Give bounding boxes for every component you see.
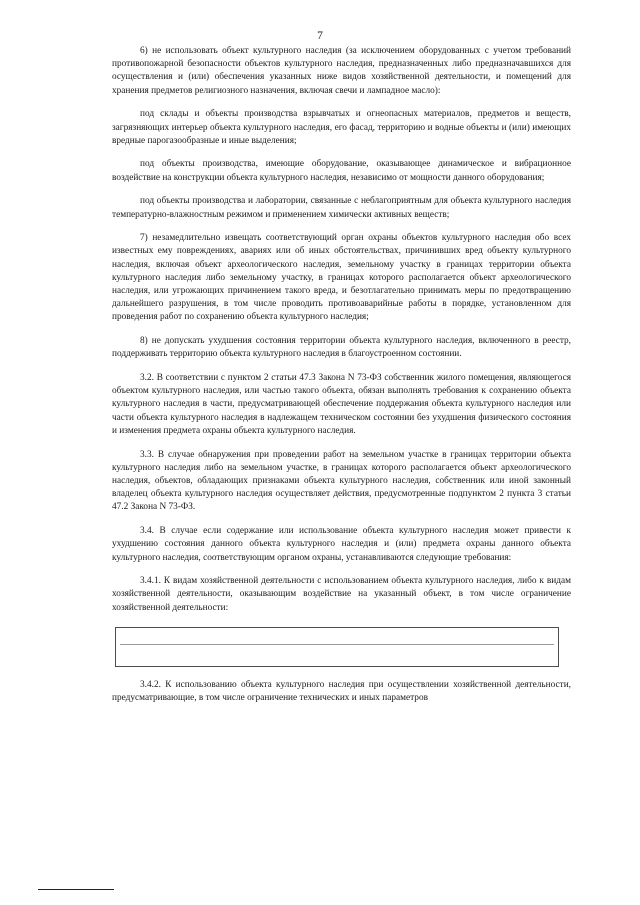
paragraph-3-4: 3.4. В случае если содержание или использование объекта культурного наследия может привести к ухудшению состояния данного объекта культурного наследия и (или) предмета охраны данного объекта культурного наследия, соответствующим органом охраны, устанавливаются следующие требования: [112, 526, 571, 563]
paragraph-item-6: 6) не использовать объект культурного наследия (за исключением оборудованных с учетом требований противопожарной безопасности объектов культурного наследия, предназначенных либо предназначавшихся для осуществления и (или) обеспечения указанных ниже видов хозяйственной деятельности, и помещений для хранения предметов религиозного назначения, включая свечи и лампадное масло): [112, 46, 571, 96]
fill-in-box[interactable] [115, 627, 559, 667]
paragraph-item-8: 8) не допускать ухудшения состояния территории объекта культурного наследия, включенного в реестр, поддерживать территорию объекта культурного наследия в благоустроенном состоянии. [112, 336, 571, 360]
page-number: 7 [317, 30, 323, 42]
paragraph-item-7: 7) незамедлительно извещать соответствующий орган охраны объектов культурного наследия обо всех известных ему повреждениях, авариях или об иных обстоятельствах, причинивших вред объекту культурного наследия, включая объект археологического наследия, земельному участку в границах территории объекта культурного наследия либо земельному участку, в границах которого располагается объект археологического наследия, или угрожающих причинением такого вреда, и безотлагательно принимать меры по предотвращению дальнейшего разрушения, в том числе проводить противоаварийные работы в порядке, установленном для проведения работ по сохранению объекта культурного наследия; [112, 233, 571, 323]
paragraph-3-4-2: 3.4.2. К использованию объекта культурного наследия при осуществлении хозяйственной деятельности, предусматривающие, в том числе ограничение технических и иных параметров [112, 679, 571, 704]
paragraph-production-labs: под объекты производства и лаборатории, связанные с неблагоприятным для объекта культурного наследия температурно-влажностным режимом и применением химически активных веществ; [112, 196, 571, 220]
paragraph-3-3: 3.3. В случае обнаружения при проведении работ на земельном участке в границах территории объекта культурного наследия либо на земельном участке, в границах которого располагается объект археологического наследия, объектов, обладающих признаками объекта культурного наследия, собственник или иной законный владелец объекта культурного наследия осуществляет действия, предусмотренные подпунктом 2 пункта 3 статьи 47.2 Закона N 73-ФЗ. [112, 449, 571, 513]
document-body [112, 45, 571, 716]
paragraph-3-2: 3.2. В соответствии с пунктом 2 статьи 47.3 Закона N 73-ФЗ собственник жилого помещения, являющегося объектом культурного наследия, или частью такого объекта, обязан выполнять требования к сохранению объекта культурного наследия в части, предусматривающей обеспечение поддержания объекта культурного наследия или части объекта культурного наследия в надлежащем техническом состоянии без ухудшения физического состояния и изменения предмета охраны объекта культурного наследия. [112, 373, 571, 436]
paragraph-warehouses: под склады и объекты производства взрывчатых и огнеопасных материалов, предметов и веществ, загрязняющих интерьер объекта культурного наследия, его фасад, территорию и водные объекты и (или) имеющих вредные парогазообразные и иные выделения; [112, 109, 571, 146]
paragraph-production-dynamic: под объекты производства, имеющие оборудование, оказывающее динамическое и вибрационное воздействие на конструкции объекта культурного наследия, независимо от мощности данного оборудования; [112, 159, 571, 183]
fill-in-line [120, 644, 554, 645]
paragraph-3-4-1: 3.4.1. К видам хозяйственной деятельности с использованием объекта культурного наследия, либо к видам хозяйственной деятельности, оказывающим воздействие на указанный объект, в том числе ограничение хозяйственной деятельности: [112, 576, 571, 613]
footnote-separator [38, 889, 114, 890]
